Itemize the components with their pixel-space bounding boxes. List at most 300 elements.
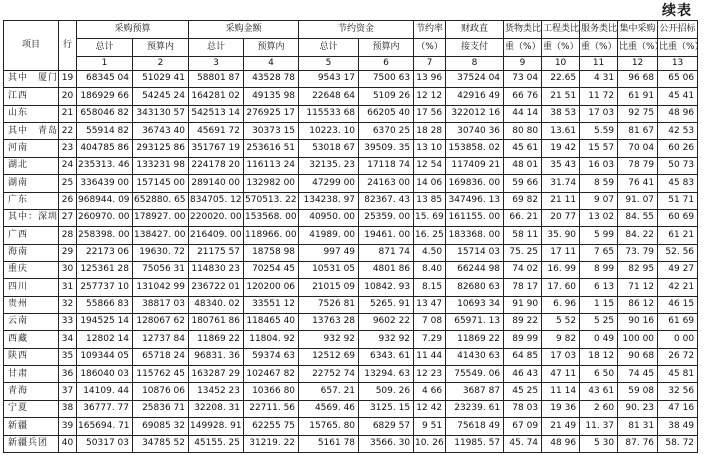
table-cell: 9 82 bbox=[542, 331, 580, 348]
table-cell: 84. 55 bbox=[618, 209, 658, 226]
table-cell: 100 00 bbox=[618, 331, 658, 348]
column-number-11: 11 bbox=[580, 57, 618, 71]
table-cell: 48340. 02 bbox=[189, 296, 244, 313]
row-number: 26 bbox=[59, 192, 77, 209]
table-cell: 32 56 bbox=[658, 383, 698, 400]
table-cell: 657. 21 bbox=[299, 383, 359, 400]
table-cell: 6 13 bbox=[580, 279, 618, 296]
table-cell: 4.50 bbox=[414, 244, 446, 261]
table-cell: 6. 96 bbox=[542, 296, 580, 313]
col-works-header-1: 工程类比 bbox=[542, 21, 580, 39]
table-cell: 10366 80 bbox=[244, 383, 299, 400]
continued-label: 续表 bbox=[662, 3, 692, 19]
table-cell: 293125 86 bbox=[133, 140, 189, 157]
table-cell: 31219. 22 bbox=[244, 435, 299, 452]
table-cell: 253616 51 bbox=[244, 140, 299, 157]
col-budget-header: 采购预算 bbox=[77, 21, 189, 39]
table-cell: 49135 98 bbox=[244, 88, 299, 105]
table-cell: 220020. 00 bbox=[189, 209, 244, 226]
row-item-label: 四川 bbox=[4, 279, 59, 296]
table-cell: 45691 72 bbox=[189, 123, 244, 140]
row-item-label: 重庆 bbox=[4, 261, 59, 278]
table-cell: 70 04 bbox=[618, 140, 658, 157]
table-cell: 118465 40 bbox=[244, 314, 299, 331]
table-cell: 70254 45 bbox=[244, 261, 299, 278]
table-cell: 49 27 bbox=[658, 261, 698, 278]
table-cell: 43 61 bbox=[580, 383, 618, 400]
row-item-label: 其中：深圳 bbox=[4, 209, 59, 226]
table-cell: 11985. 57 bbox=[446, 435, 504, 452]
table-cell: 153858. 02 bbox=[446, 140, 504, 157]
table-cell: 165694. 71 bbox=[77, 418, 133, 435]
sub-within-budget-header: 预算内 bbox=[244, 39, 299, 57]
col-services-header-2: 重（%） bbox=[580, 39, 618, 57]
table-cell: 90 68 bbox=[618, 348, 658, 365]
table-cell: 186929 66 bbox=[77, 88, 133, 105]
row-item-label: 西藏 bbox=[4, 331, 59, 348]
table-cell: 46 43 bbox=[504, 366, 542, 383]
table-cell: 51029 41 bbox=[133, 71, 189, 88]
table-cell: 153568. 00 bbox=[244, 209, 299, 226]
col-goods-header-1: 货物类比 bbox=[504, 21, 542, 39]
table-cell: 8.40 bbox=[414, 261, 446, 278]
table-cell: 15. 69 bbox=[414, 209, 446, 226]
table-cell: 91 90 bbox=[504, 296, 542, 313]
table-cell: 11 14 bbox=[542, 383, 580, 400]
table-cell: 186040 03 bbox=[77, 366, 133, 383]
table-cell: 32208. 31 bbox=[189, 400, 244, 417]
table-cell: 542513 14 bbox=[189, 105, 244, 122]
table-cell: 48 96 bbox=[542, 435, 580, 452]
table-cell: 102467 82 bbox=[244, 366, 299, 383]
table-cell: 21 51 bbox=[542, 88, 580, 105]
column-number-3: 3 bbox=[189, 57, 244, 71]
row-item-label: 陕西 bbox=[4, 348, 59, 365]
table-cell: 55866 83 bbox=[77, 296, 133, 313]
row-number: 30 bbox=[59, 261, 77, 278]
table-cell: 871 74 bbox=[359, 244, 414, 261]
table-cell: 347496. 13 bbox=[446, 192, 504, 209]
table-cell: 45 83 bbox=[658, 175, 698, 192]
row-item-label: 甘肃 bbox=[4, 366, 59, 383]
table-cell: 53018 67 bbox=[299, 140, 359, 157]
table-cell: 117409 21 bbox=[446, 157, 504, 174]
table-cell: 33551 12 bbox=[244, 296, 299, 313]
table-cell: 89 22 bbox=[504, 314, 542, 331]
table-cell: 115533 68 bbox=[299, 105, 359, 122]
table-cell: 12 12 bbox=[414, 88, 446, 105]
col-tender-header-2: 比重（%） bbox=[658, 39, 698, 57]
table-cell: 351767 19 bbox=[189, 140, 244, 157]
table-cell: 0 00 bbox=[658, 331, 698, 348]
table-cell: 13 10 bbox=[414, 140, 446, 157]
table-cell: 71 12 bbox=[618, 279, 658, 296]
table-cell: 61 91 bbox=[618, 88, 658, 105]
row-number: 29 bbox=[59, 244, 77, 261]
table-cell: 236722 01 bbox=[189, 279, 244, 296]
column-number-4: 4 bbox=[244, 57, 299, 71]
column-number-2: 2 bbox=[133, 57, 189, 71]
table-cell: 968944. 09 bbox=[77, 192, 133, 209]
table-cell: 169836. 00 bbox=[446, 175, 504, 192]
table-cell: 42 53 bbox=[658, 123, 698, 140]
table-cell: 13 96 bbox=[414, 71, 446, 88]
table-cell: 194525 14 bbox=[77, 314, 133, 331]
row-item-label: 新疆 bbox=[4, 418, 59, 435]
table-cell: 19 36 bbox=[542, 400, 580, 417]
table-cell: 82 95 bbox=[618, 261, 658, 278]
table-cell: 164281 02 bbox=[189, 88, 244, 105]
table-cell: 10842. 93 bbox=[359, 279, 414, 296]
table-cell: 41989. 00 bbox=[299, 227, 359, 244]
table-cell: 3687 87 bbox=[446, 383, 504, 400]
table-cell: 25359. 00 bbox=[359, 209, 414, 226]
row-item-label: 云南 bbox=[4, 314, 59, 331]
table-cell: 42 21 bbox=[658, 279, 698, 296]
table-cell: 62255 75 bbox=[244, 418, 299, 435]
table-cell: 35 43 bbox=[542, 157, 580, 174]
table-cell: 114830 23 bbox=[189, 261, 244, 278]
table-cell: 74 02 bbox=[504, 261, 542, 278]
table-cell: 16. 99 bbox=[542, 261, 580, 278]
table-cell: 81 67 bbox=[618, 123, 658, 140]
table-cell: 78 79 bbox=[618, 157, 658, 174]
table-cell: 36743 40 bbox=[133, 123, 189, 140]
table-cell: 87. 76 bbox=[618, 435, 658, 452]
table-cell: 12 54 bbox=[414, 157, 446, 174]
row-number: 20 bbox=[59, 88, 77, 105]
row-item-label: 山东 bbox=[4, 105, 59, 122]
table-cell: 54245 24 bbox=[133, 88, 189, 105]
table-cell: 20 77 bbox=[542, 209, 580, 226]
row-item-label: 河南 bbox=[4, 140, 59, 157]
table-cell: 109344 05 bbox=[77, 348, 133, 365]
table-cell: 5 30 bbox=[580, 435, 618, 452]
col-central-header-1: 集中采购 bbox=[618, 21, 658, 39]
row-number: 32 bbox=[59, 296, 77, 313]
row-number: 22 bbox=[59, 123, 77, 140]
table-cell: 61 69 bbox=[658, 314, 698, 331]
table-cell: 138427. 00 bbox=[133, 227, 189, 244]
sub-within-budget-header: 预算内 bbox=[359, 39, 414, 57]
row-number: 36 bbox=[59, 366, 77, 383]
table-row bbox=[4, 366, 698, 383]
table-cell: 60 69 bbox=[658, 209, 698, 226]
table-cell: 45 61 bbox=[504, 140, 542, 157]
table-cell: 163287 29 bbox=[189, 366, 244, 383]
row-number: 25 bbox=[59, 175, 77, 192]
row-number: 39 bbox=[59, 418, 77, 435]
table-cell: 22173 06 bbox=[77, 244, 133, 261]
table-cell: 8 59 bbox=[580, 175, 618, 192]
table-cell: 31.74 bbox=[542, 175, 580, 192]
table-cell: 30373 15 bbox=[244, 123, 299, 140]
table-row bbox=[4, 244, 698, 261]
table-cell: 15765. 80 bbox=[299, 418, 359, 435]
row-item-label: 青海 bbox=[4, 383, 59, 400]
table-cell: 13294. 63 bbox=[359, 366, 414, 383]
table-row bbox=[4, 88, 698, 105]
table-cell: 404785 86 bbox=[77, 140, 133, 157]
table-cell: 90 16 bbox=[618, 314, 658, 331]
table-cell: 6829 57 bbox=[359, 418, 414, 435]
table-cell: 216409. 00 bbox=[189, 227, 244, 244]
table-cell: 13 02 bbox=[580, 209, 618, 226]
table-cell: 34785 52 bbox=[133, 435, 189, 452]
table-cell: 115762 45 bbox=[133, 366, 189, 383]
table-cell: 96 68 bbox=[618, 71, 658, 88]
row-number: 19 bbox=[59, 71, 77, 88]
table-cell: 9 51 bbox=[414, 418, 446, 435]
table-cell: 19 42 bbox=[542, 140, 580, 157]
table-cell: 48 01 bbox=[504, 157, 542, 174]
col-row-header: 行 bbox=[59, 21, 77, 71]
table-cell: 6370 25 bbox=[359, 123, 414, 140]
table-cell: 45 81 bbox=[658, 366, 698, 383]
table-cell: 73. 79 bbox=[618, 244, 658, 261]
table-cell: 14109. 44 bbox=[77, 383, 133, 400]
table-cell: 1 15 bbox=[580, 296, 618, 313]
table-cell: 4569. 46 bbox=[299, 400, 359, 417]
column-number-1: 1 bbox=[77, 57, 133, 71]
table-row bbox=[4, 348, 698, 365]
table-cell: 45. 74 bbox=[504, 435, 542, 452]
table-row bbox=[4, 435, 698, 452]
table-cell: 4 66 bbox=[414, 383, 446, 400]
table-cell: 509. 26 bbox=[359, 383, 414, 400]
table-cell: 658046 82 bbox=[77, 105, 133, 122]
col-savings-rate-header: 节约率 bbox=[414, 21, 446, 39]
table-cell: 75. 25 bbox=[504, 244, 542, 261]
column-number-5: 5 bbox=[299, 57, 359, 71]
table-row bbox=[4, 400, 698, 417]
table-cell: 997 49 bbox=[299, 244, 359, 261]
table-cell: 78 03 bbox=[504, 400, 542, 417]
table-row bbox=[4, 209, 698, 226]
sub-total-header: 总计 bbox=[299, 39, 359, 57]
table-cell: 12 42 bbox=[414, 400, 446, 417]
table-cell: 66. 21 bbox=[504, 209, 542, 226]
row-item-label: 广东 bbox=[4, 192, 59, 209]
table-cell: 86 12 bbox=[618, 296, 658, 313]
table-cell: 22752 74 bbox=[299, 366, 359, 383]
table-row bbox=[4, 192, 698, 209]
table-cell: 26 72 bbox=[658, 348, 698, 365]
row-item-label: 其中 厦门 bbox=[4, 71, 59, 88]
table-cell: 51 71 bbox=[658, 192, 698, 209]
table-cell: 12737 84 bbox=[133, 331, 189, 348]
table-cell: 39509. 35 bbox=[359, 140, 414, 157]
table-cell: 116113 24 bbox=[244, 157, 299, 174]
table-cell: 74 45 bbox=[618, 366, 658, 383]
table-row bbox=[4, 175, 698, 192]
table-cell: 149928. 91 bbox=[189, 418, 244, 435]
table-cell: 35. 90 bbox=[542, 227, 580, 244]
table-cell: 570513. 22 bbox=[244, 192, 299, 209]
table-cell: 17 11 bbox=[542, 244, 580, 261]
table-cell: 178927. 00 bbox=[133, 209, 189, 226]
row-item-label: 江西 bbox=[4, 88, 59, 105]
table-cell: 65971. 13 bbox=[446, 314, 504, 331]
table-cell: 322012 16 bbox=[446, 105, 504, 122]
table-cell: 82680 63 bbox=[446, 279, 504, 296]
table-cell: 18758 98 bbox=[244, 244, 299, 261]
col-direct-pay-header-1: 财政直 bbox=[446, 21, 504, 39]
table-cell: 69085 32 bbox=[133, 418, 189, 435]
table-cell: 18 28 bbox=[414, 123, 446, 140]
row-item-label: 海南 bbox=[4, 244, 59, 261]
row-item-label: 贵州 bbox=[4, 296, 59, 313]
table-cell: 128067 62 bbox=[133, 314, 189, 331]
table-cell: 118966. 00 bbox=[244, 227, 299, 244]
table-cell: 58 11 bbox=[504, 227, 542, 244]
table-cell: 61 21 bbox=[658, 227, 698, 244]
table-cell: 11 44 bbox=[414, 348, 446, 365]
table-cell: 17 56 bbox=[414, 105, 446, 122]
table-cell: 69 82 bbox=[504, 192, 542, 209]
col-central-header-2: 比重（%） bbox=[618, 39, 658, 57]
column-number-12: 12 bbox=[618, 57, 658, 71]
table-cell: 17 03 bbox=[542, 348, 580, 365]
table-cell: 224178 20 bbox=[189, 157, 244, 174]
table-cell: 64 85 bbox=[504, 348, 542, 365]
table-cell: 96831. 36 bbox=[189, 348, 244, 365]
table-row bbox=[4, 227, 698, 244]
row-item-label: 湖北 bbox=[4, 157, 59, 174]
table-cell: 131042 99 bbox=[133, 279, 189, 296]
table-cell: 276925 17 bbox=[244, 105, 299, 122]
table-row bbox=[4, 418, 698, 435]
table-cell: 66205 40 bbox=[359, 105, 414, 122]
table-cell: 65718 24 bbox=[133, 348, 189, 365]
table-cell: 55914 82 bbox=[77, 123, 133, 140]
row-item-label: 广西 bbox=[4, 227, 59, 244]
table-cell: 8.15 bbox=[414, 279, 446, 296]
row-number: 31 bbox=[59, 279, 77, 296]
row-number: 28 bbox=[59, 227, 77, 244]
table-cell: 15 57 bbox=[580, 140, 618, 157]
table-cell: 84. 22 bbox=[618, 227, 658, 244]
col-item-header: 项目 bbox=[4, 21, 59, 71]
table-row bbox=[4, 105, 698, 122]
table-cell: 5 99 bbox=[580, 227, 618, 244]
table-cell: 81 31 bbox=[618, 418, 658, 435]
table-cell: 92 75 bbox=[618, 105, 658, 122]
table-cell: 6343. 61 bbox=[359, 348, 414, 365]
table-row bbox=[4, 140, 698, 157]
table-cell: 7526 81 bbox=[299, 296, 359, 313]
table-cell: 12802 14 bbox=[77, 331, 133, 348]
table-cell: 76 41 bbox=[618, 175, 658, 192]
table-cell: 289140 00 bbox=[189, 175, 244, 192]
table-cell: 134238. 97 bbox=[299, 192, 359, 209]
row-number: 37 bbox=[59, 383, 77, 400]
table-cell: 59374 63 bbox=[244, 348, 299, 365]
table-cell: 11869 22 bbox=[446, 331, 504, 348]
column-number-6: 6 bbox=[359, 57, 414, 71]
table-cell: 75618 49 bbox=[446, 418, 504, 435]
table-cell: 41430 63 bbox=[446, 348, 504, 365]
table-cell: 17 03 bbox=[580, 105, 618, 122]
table-row bbox=[4, 383, 698, 400]
table-cell: 11 72 bbox=[580, 88, 618, 105]
table-cell: 7 08 bbox=[414, 314, 446, 331]
table-cell: 15714 03 bbox=[446, 244, 504, 261]
table-row bbox=[4, 123, 698, 140]
table-cell: 52. 56 bbox=[658, 244, 698, 261]
row-number: 23 bbox=[59, 140, 77, 157]
table-cell: 59 08 bbox=[618, 383, 658, 400]
procurement-statistics-table bbox=[3, 20, 704, 453]
table-cell: 10. 26 bbox=[414, 435, 446, 452]
col-amount-header: 采购金额 bbox=[189, 21, 299, 39]
table-cell: 9602 22 bbox=[359, 314, 414, 331]
column-number-13: 13 bbox=[658, 57, 698, 71]
table-cell: 235313. 46 bbox=[77, 157, 133, 174]
col-direct-pay-header-2: 接支付 bbox=[446, 39, 504, 57]
table-cell: 5161 78 bbox=[299, 435, 359, 452]
table-cell: 68345 04 bbox=[77, 71, 133, 88]
table-cell: 10531 05 bbox=[299, 261, 359, 278]
row-number: 35 bbox=[59, 348, 77, 365]
table-cell: 42916 49 bbox=[446, 88, 504, 105]
table-cell: 11. 37 bbox=[580, 418, 618, 435]
row-number: 27 bbox=[59, 209, 77, 226]
table-cell: 47 11 bbox=[542, 366, 580, 383]
table-cell: 46 15 bbox=[658, 296, 698, 313]
table-cell: 66 76 bbox=[504, 88, 542, 105]
table-cell: 66244 98 bbox=[446, 261, 504, 278]
table-cell: 3566. 30 bbox=[359, 435, 414, 452]
table-row bbox=[4, 296, 698, 313]
table-cell: 13763 28 bbox=[299, 314, 359, 331]
table-cell: 652880. 65 bbox=[133, 192, 189, 209]
table-cell: 10876 06 bbox=[133, 383, 189, 400]
column-number-8: 8 bbox=[446, 57, 504, 71]
table-cell: 17118 74 bbox=[359, 157, 414, 174]
table-cell: 16. 25 bbox=[414, 227, 446, 244]
table-cell: 2 60 bbox=[580, 400, 618, 417]
sub-total-header: 总计 bbox=[77, 39, 133, 57]
table-cell: 14 06 bbox=[414, 175, 446, 192]
col-savings-header: 节约资金 bbox=[299, 21, 414, 39]
table-cell: 120200 06 bbox=[244, 279, 299, 296]
table-cell: 38817 03 bbox=[133, 296, 189, 313]
table-cell: 336439 00 bbox=[77, 175, 133, 192]
row-item-label: 新疆兵团 bbox=[4, 435, 59, 452]
table-cell: 6 50 bbox=[580, 366, 618, 383]
table-cell: 10693 34 bbox=[446, 296, 504, 313]
table-row bbox=[4, 261, 698, 278]
col-services-header-1: 服务类比 bbox=[580, 21, 618, 39]
row-number: 33 bbox=[59, 314, 77, 331]
col-savings-rate-unit: （%） bbox=[414, 39, 446, 57]
table-cell: 45 25 bbox=[504, 383, 542, 400]
table-cell: 12512 69 bbox=[299, 348, 359, 365]
table-cell: 90. 23 bbox=[618, 400, 658, 417]
column-number-9: 9 bbox=[504, 57, 542, 71]
table-cell: 8 99 bbox=[580, 261, 618, 278]
table-cell: 125361 28 bbox=[77, 261, 133, 278]
table-cell: 932 92 bbox=[299, 331, 359, 348]
row-number: 24 bbox=[59, 157, 77, 174]
table-cell: 24163 00 bbox=[359, 175, 414, 192]
table-cell: 13 85 bbox=[414, 192, 446, 209]
table-cell: 30740 36 bbox=[446, 123, 504, 140]
table-cell: 7500 63 bbox=[359, 71, 414, 88]
table-cell: 10223. 10 bbox=[299, 123, 359, 140]
table-row bbox=[4, 71, 698, 88]
